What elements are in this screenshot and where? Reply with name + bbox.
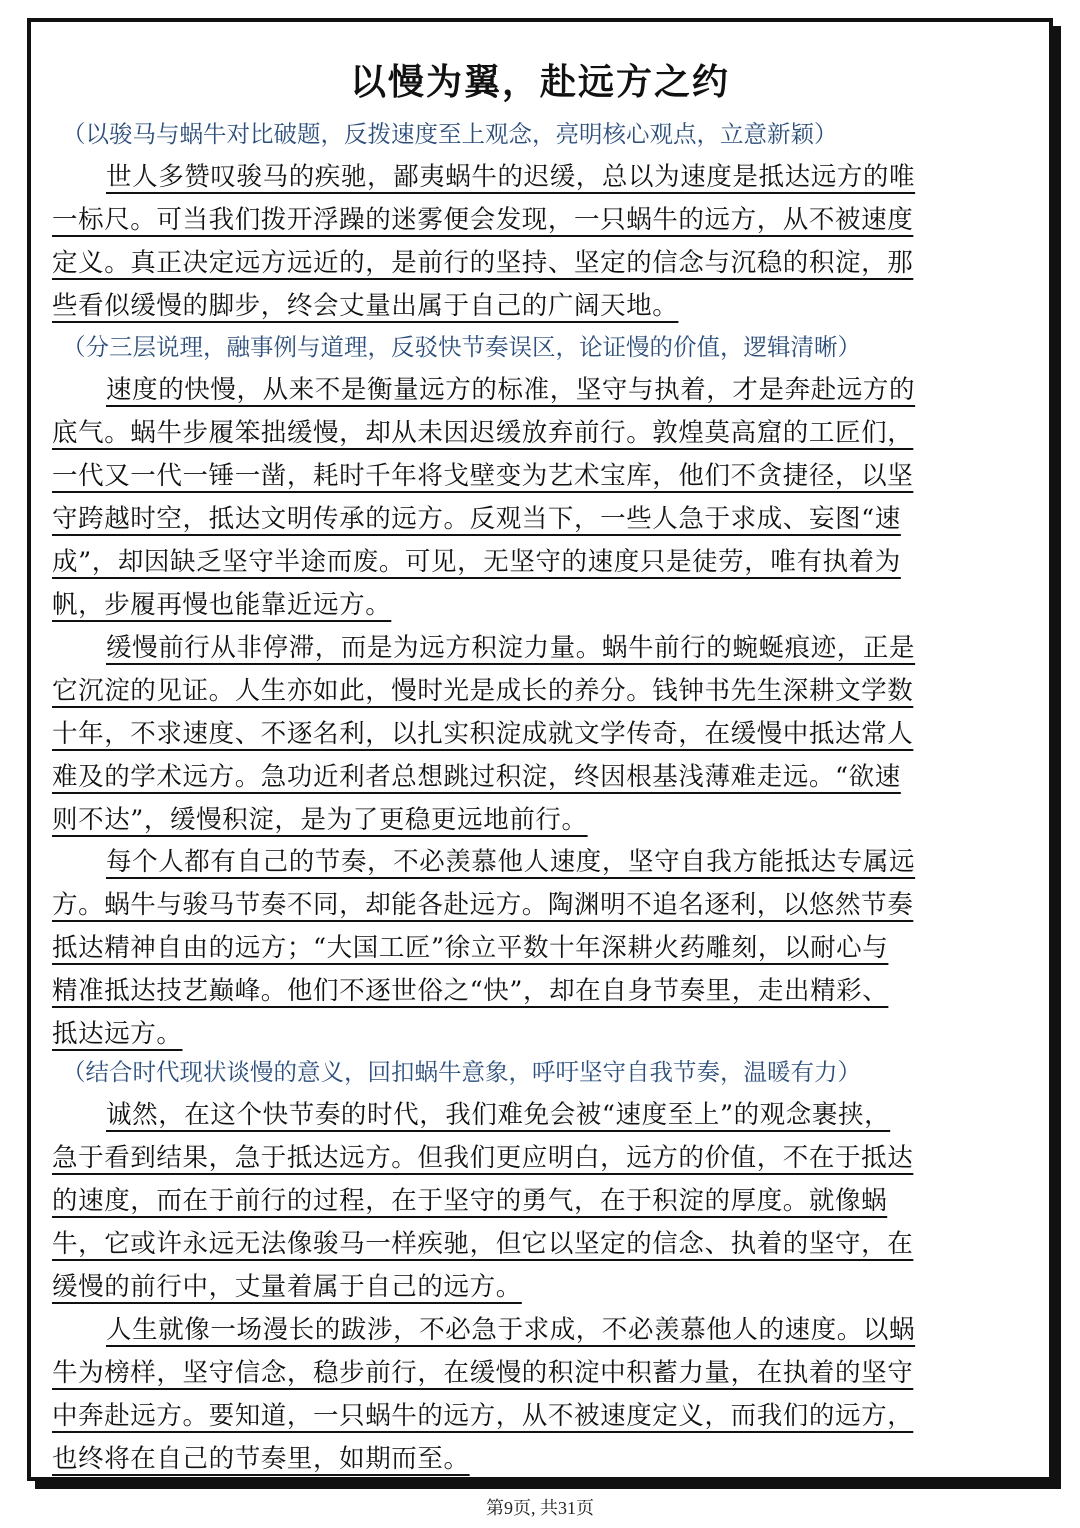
text-line: 速度的快慢，从来不是衡量远方的标准，坚守与执着，才是奔赴远方的 <box>106 375 916 405</box>
text-line: 难及的学术远方。急功近利者总想跳过积淀，终因根基浅薄难走远。“欲速 <box>52 762 901 792</box>
text-line: 每个人都有自己的节奏，不必羡慕他人速度，坚守自我方能抵达专属远 <box>106 847 916 877</box>
margin-note-2: （分三层说理，融事例与道理，反驳快节奏误区，论证慢的价值，逻辑清晰） <box>62 333 861 361</box>
text-line: 成”，却因缺乏坚守半途而废。可见，无坚守的速度只是徒劳，唯有执着为 <box>52 547 901 577</box>
text-line: 底气。蜗牛步履笨拙缓慢，却从未因迟缓放弃前行。敦煌莫高窟的工匠们， <box>52 418 914 448</box>
text-line: 它沉淀的见证。人生亦如此，慢时光是成长的养分。钱钟书先生深耕文学数 <box>52 676 914 706</box>
paragraph-2 <box>52 370 1012 628</box>
text-line: 也终将在自己的节奏里，如期而至。 <box>52 1444 470 1474</box>
margin-note-1: （以骏马与蜗牛对比破题，反拨速度至上观念，亮明核心观点，立意新颖） <box>62 120 838 148</box>
paragraph-1 <box>52 157 1012 329</box>
margin-note-3: （结合时代现状谈慢的意义，回扣蜗牛意象，呼吁坚守自我节奏，温暖有力） <box>62 1058 861 1086</box>
text-line: 中奔赴远方。要知道，一只蜗牛的远方，从不被速度定义，而我们的远方， <box>52 1401 914 1431</box>
paragraph-4 <box>52 842 1012 1057</box>
text-line: 牛为榜样，坚守信念，稳步前行，在缓慢的积淀中积蓄力量，在执着的坚守 <box>52 1358 914 1388</box>
text-line: 的速度，而在于前行的过程，在于坚守的勇气，在于积淀的厚度。就像蜗 <box>52 1186 888 1216</box>
text-line: 守跨越时空，抵达文明传承的远方。反观当下，一些人急于求成、妄图“速 <box>52 504 901 534</box>
text-line: 抵达精神自由的远方；“大国工匠”徐立平数十年深耕火药雕刻，以耐心与 <box>52 933 889 963</box>
text-line: 诚然，在这个快节奏的时代，我们难免会被“速度至上”的观念裹挟， <box>106 1100 891 1130</box>
paragraph-3 <box>52 628 1012 843</box>
text-line: 方。蜗牛与骏马节奏不同，却能各赴远方。陶渊明不追名逐利，以悠然节奏 <box>52 890 914 920</box>
text-line: 急于看到结果，急于抵达远方。但我们更应明白，远方的价值，不在于抵达 <box>52 1143 914 1173</box>
text-line: 世人多赞叹骏马的疾驰，鄙夷蜗牛的迟缓，总以为速度是抵达远方的唯 <box>106 162 916 192</box>
page-shadow-right <box>1053 26 1061 1489</box>
page-number: 第9页, 共31页 <box>486 1498 594 1518</box>
text-line: 些看似缓慢的脚步，终会丈量出属于自己的广阔天地。 <box>52 291 679 321</box>
text-line: 则不达”，缓慢积淀，是为了更稳更远地前行。 <box>52 805 588 835</box>
text-line: 缓慢的前行中，丈量着属于自己的远方。 <box>52 1272 522 1302</box>
text-line: 人生就像一场漫长的跋涉，不必急于求成，不必羡慕他人的速度。以蜗 <box>106 1315 916 1345</box>
page-shadow-bottom <box>35 1481 1061 1489</box>
text-line: 缓慢前行从非停滞，而是为远方积淀力量。蜗牛前行的蜿蜒痕迹，正是 <box>106 633 916 663</box>
text-line: 一代又一代一锤一凿，耗时千年将戈壁变为艺术宝库，他们不贪捷径，以坚 <box>52 461 914 491</box>
text-line: 精准抵达技艺巅峰。他们不逐世俗之“快”，却在自身节奏里，走出精彩、 <box>52 976 889 1006</box>
text-line: 帆，步履再慢也能靠近远方。 <box>52 590 392 620</box>
text-line: 抵达远方。 <box>52 1019 183 1049</box>
text-line: 一标尺。可当我们拨开浮躁的迷雾便会发现，一只蜗牛的远方，从不被速度 <box>52 205 914 235</box>
text-line: 牛，它或许永远无法像骏马一样疾驰，但它以坚定的信念、执着的坚守，在 <box>52 1229 914 1259</box>
text-line: 定义。真正决定远方远近的，是前行的坚持、坚定的信念与沉稳的积淀，那 <box>52 248 914 278</box>
text-line: 十年，不求速度、不逐名利，以扎实积淀成就文学传奇，在缓慢中抵达常人 <box>52 719 914 749</box>
paragraph-5 <box>52 1095 1012 1310</box>
paragraph-6 <box>52 1310 1012 1482</box>
essay-title: 以慢为翼，赴远方之约 <box>349 61 730 103</box>
